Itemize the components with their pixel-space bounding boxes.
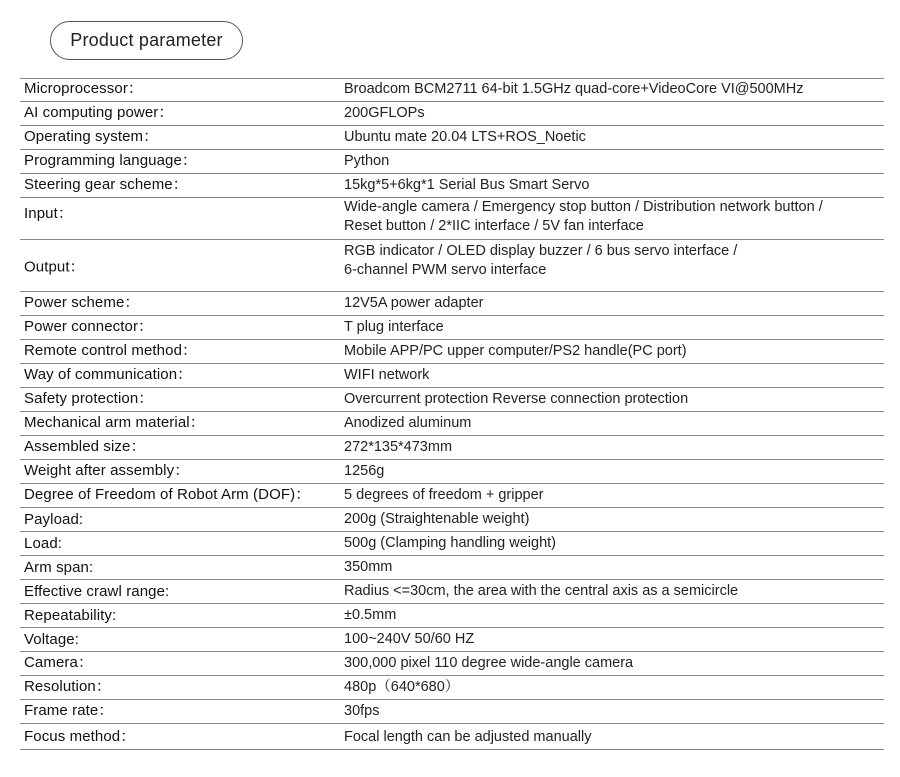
table-row [20, 628, 884, 652]
table-row [20, 174, 884, 198]
row-label: Repeatability: [24, 607, 117, 624]
table-row [20, 388, 884, 412]
row-value: 100~240V 50/60 HZ [344, 631, 475, 647]
table-row [20, 198, 884, 240]
row-value-line: RGB indicator / OLED display buzzer / 6 bus servo interface / [344, 243, 738, 259]
row-label: Resolution： [24, 678, 111, 695]
table-row [20, 126, 884, 150]
row-label: Remote control method： [24, 342, 198, 359]
table-row [20, 240, 884, 292]
row-value: 350mm [344, 559, 393, 575]
row-value: Python [344, 153, 390, 169]
table-row [20, 412, 884, 436]
table-row [20, 150, 884, 174]
row-value: Anodized aluminum [344, 415, 472, 431]
row-value: T plug interface [344, 319, 444, 335]
row-value [344, 242, 737, 280]
table-row [20, 460, 884, 484]
row-value: Focal length can be adjusted manually [344, 729, 592, 745]
row-label: Weight after assembly： [24, 462, 190, 479]
row-label: Camera： [24, 654, 94, 671]
row-label: Safety protection： [24, 390, 154, 407]
row-value: 30fps [344, 703, 380, 719]
row-label: Voltage: [24, 631, 80, 648]
row-label: Frame rate： [24, 702, 114, 719]
row-label: Mechanical arm material： [24, 414, 205, 431]
spec-table [20, 78, 884, 750]
row-value: 480p（640*680） [344, 679, 460, 695]
row-label: Way of communication： [24, 366, 193, 383]
row-value: Ubuntu mate 20.04 LTS+ROS_Noetic [344, 129, 586, 145]
row-value-line: Wide-angle camera / Emergency stop button / Distribution network button / [344, 199, 823, 215]
row-label: Load: [24, 535, 63, 552]
table-row [20, 532, 884, 556]
table-row [20, 102, 884, 126]
row-value-line: Reset button / 2*IIC interface / 5V fan interface [344, 218, 644, 234]
row-label: Operating system： [24, 128, 159, 145]
row-label: Focus method： [24, 728, 136, 745]
row-label: AI computing power： [24, 104, 174, 121]
table-row [20, 436, 884, 460]
table-row [20, 652, 884, 676]
table-row [20, 316, 884, 340]
row-label: Payload: [24, 511, 84, 528]
page-title: Product parameter [50, 21, 243, 60]
table-row [20, 508, 884, 532]
row-value: 12V5A power adapter [344, 295, 484, 311]
table-row [20, 700, 884, 724]
row-value: 200GFLOPs [344, 105, 425, 121]
row-label: Power connector： [24, 318, 154, 335]
row-label: Microprocessor： [24, 80, 144, 97]
row-value: Broadcom BCM2711 64-bit 1.5GHz quad-core+VideoCore VI@500MHz [344, 81, 804, 97]
row-value: 200g (Straightenable weight) [344, 511, 530, 527]
table-row [20, 580, 884, 604]
table-row [20, 556, 884, 580]
row-label: Programming language： [24, 152, 198, 169]
row-value: 300,000 pixel 110 degree wide-angle camera [344, 655, 634, 671]
row-value-line: 6-channel PWM servo interface [344, 262, 547, 278]
row-value: ±0.5mm [344, 607, 397, 623]
row-value: Mobile APP/PC upper computer/PS2 handle(PC port) [344, 343, 687, 359]
table-row [20, 292, 884, 316]
table-row [20, 724, 884, 750]
row-value: 15kg*5+6kg*1 Serial Bus Smart Servo [344, 177, 590, 193]
row-label: Input： [24, 205, 73, 222]
row-label: Power scheme： [24, 294, 140, 311]
row-value: 5 degrees of freedom + gripper [344, 487, 544, 503]
row-value: Radius <=30cm, the area with the central axis as a semicircle [344, 583, 739, 599]
row-value: WIFI network [344, 367, 430, 383]
row-value: Overcurrent protection Reverse connection protection [344, 391, 689, 407]
row-label: Arm span: [24, 559, 94, 576]
row-value: 272*135*473mm [344, 439, 453, 455]
table-row [20, 78, 884, 102]
row-label: Steering gear scheme： [24, 176, 188, 193]
row-value [344, 198, 823, 236]
row-value: 500g (Clamping handling weight) [344, 535, 556, 551]
row-label: Output： [24, 258, 85, 275]
row-label: Degree of Freedom of Robot Arm (DOF)： [24, 486, 311, 503]
table-row [20, 340, 884, 364]
table-row [20, 484, 884, 508]
row-label: Assembled size： [24, 438, 146, 455]
table-row [20, 604, 884, 628]
row-label: Effective crawl range: [24, 583, 170, 600]
table-row [20, 364, 884, 388]
table-row [20, 676, 884, 700]
row-value: 1256g [344, 463, 385, 479]
